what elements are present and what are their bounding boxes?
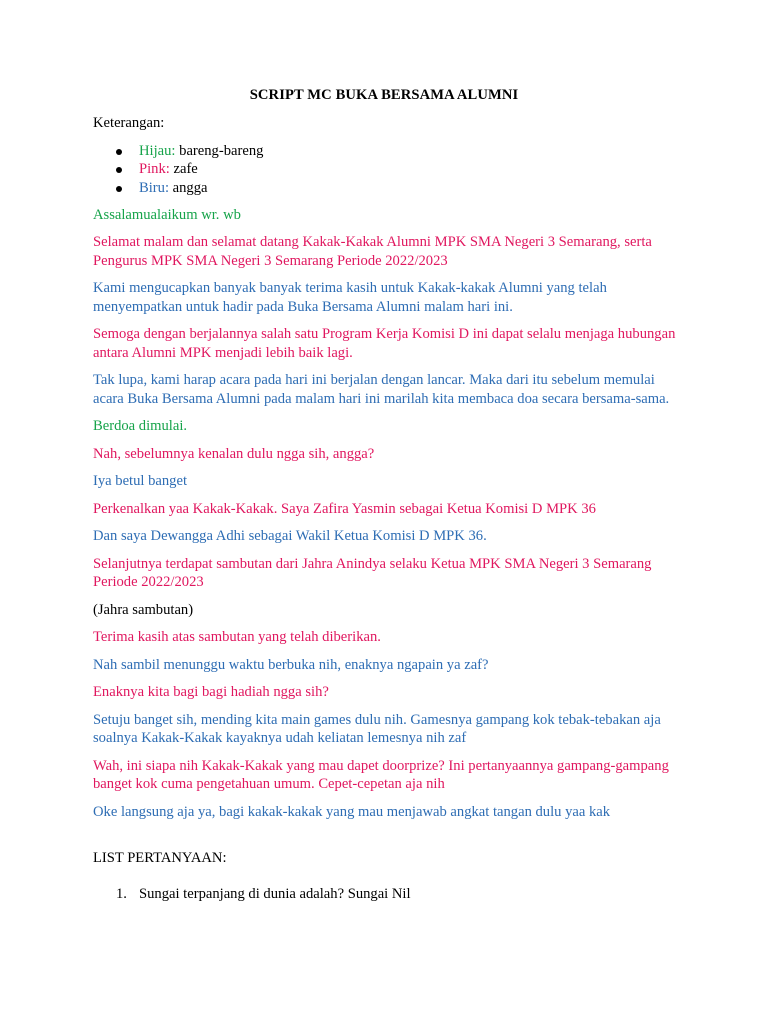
- script-line: Berdoa dimulai.: [93, 418, 188, 435]
- list-heading: LIST PERTANYAAN:: [93, 850, 227, 867]
- bullet-icon: [116, 149, 122, 155]
- script-line: (Jahra sambutan): [93, 601, 194, 618]
- legend-item: [93, 160, 683, 179]
- question-list: [93, 885, 683, 904]
- script-line: Kami mengucapkan banyak banyak terima kasih untuk Kakak-kakak Alumni yang telah menyempatkan untuk hadir pada Buka Bersama Alumni malam hari ini.: [93, 280, 607, 315]
- document-title: SCRIPT MC BUKA BERSAMA ALUMNI: [249, 87, 519, 103]
- question-item: [93, 885, 683, 904]
- legend-color-name: Pink:: [139, 161, 170, 178]
- script-line: Semoga dengan berjalannya salah satu Program Kerja Komisi D ini dapat selalu menjaga hubungan antara Alumni MPK menjadi lebih baik lagi.: [93, 326, 676, 361]
- question-text: Sungai terpanjang di dunia adalah? Sungai Nil: [139, 885, 411, 902]
- script-line: Nah sambil menunggu waktu berbuka nih, enaknya ngapain ya zaf?: [93, 656, 489, 673]
- legend-person: angga: [172, 179, 208, 196]
- script-line: Dan saya Dewangga Adhi sebagai Wakil Ketua Komisi D MPK 36.: [93, 528, 487, 545]
- keterangan-label: Keterangan:: [93, 115, 165, 131]
- question-number: 1.: [116, 885, 127, 902]
- script-line: Assalamualaikum wr. wb: [93, 206, 241, 223]
- script-line: Perkenalkan yaa Kakak-Kakak. Saya Zafira Yasmin sebagai Ketua Komisi D MPK 36: [93, 500, 596, 517]
- script-line: Wah, ini siapa nih Kakak-Kakak yang mau dapet doorprize? Ini pertanyaannya gampang-gampang banget kok cuma pengetahuan umum. Cepet-cepetan aja nih: [93, 757, 669, 793]
- legend-item: [93, 179, 683, 198]
- script-line: Tak lupa, kami harap acara pada hari ini berjalan dengan lancar. Maka dari itu sebelum memulai acara Buka Bersama Alumni pada malam hari ini marilah kita membaca doa secara bersama-sama.: [93, 372, 670, 407]
- document-body: [93, 114, 683, 903]
- script-line: Terima kasih atas sambutan yang telah diberikan.: [93, 629, 381, 646]
- legend-person: zafe: [173, 161, 198, 178]
- script-line: Setuju banget sih, mending kita main games dulu nih. Gamesnya gampang kok tebak-tebakan aja soalnya Kakak-Kakak kayaknya udah keliatan lemesnya nih zaf: [93, 711, 661, 747]
- legend-item: [93, 142, 683, 161]
- bullet-icon: [116, 186, 122, 192]
- script-line: Iya betul banget: [93, 473, 188, 490]
- script-line: Oke langsung aja ya, bagi kakak-kakak yang mau menjawab angkat tangan dulu yaa kak: [93, 803, 611, 820]
- color-legend: [93, 142, 683, 198]
- script-line: Enaknya kita bagi bagi hadiah ngga sih?: [93, 684, 329, 701]
- bullet-icon: [116, 167, 122, 173]
- legend-color-name: Biru:: [139, 179, 169, 196]
- legend-person: bareng-bareng: [179, 142, 264, 159]
- legend-color-name: Hijau:: [139, 142, 176, 159]
- script-line: Nah, sebelumnya kenalan dulu ngga sih, angga?: [93, 445, 375, 462]
- script-line: Selamat malam dan selamat datang Kakak-Kakak Alumni MPK SMA Negeri 3 Semarang, serta Pengurus MPK SMA Negeri 3 Semarang Periode 2022/2023: [93, 234, 652, 269]
- script-line: Selanjutnya terdapat sambutan dari Jahra Anindya selaku Ketua MPK SMA Negeri 3 Semarang Periode 2022/2023: [93, 555, 652, 591]
